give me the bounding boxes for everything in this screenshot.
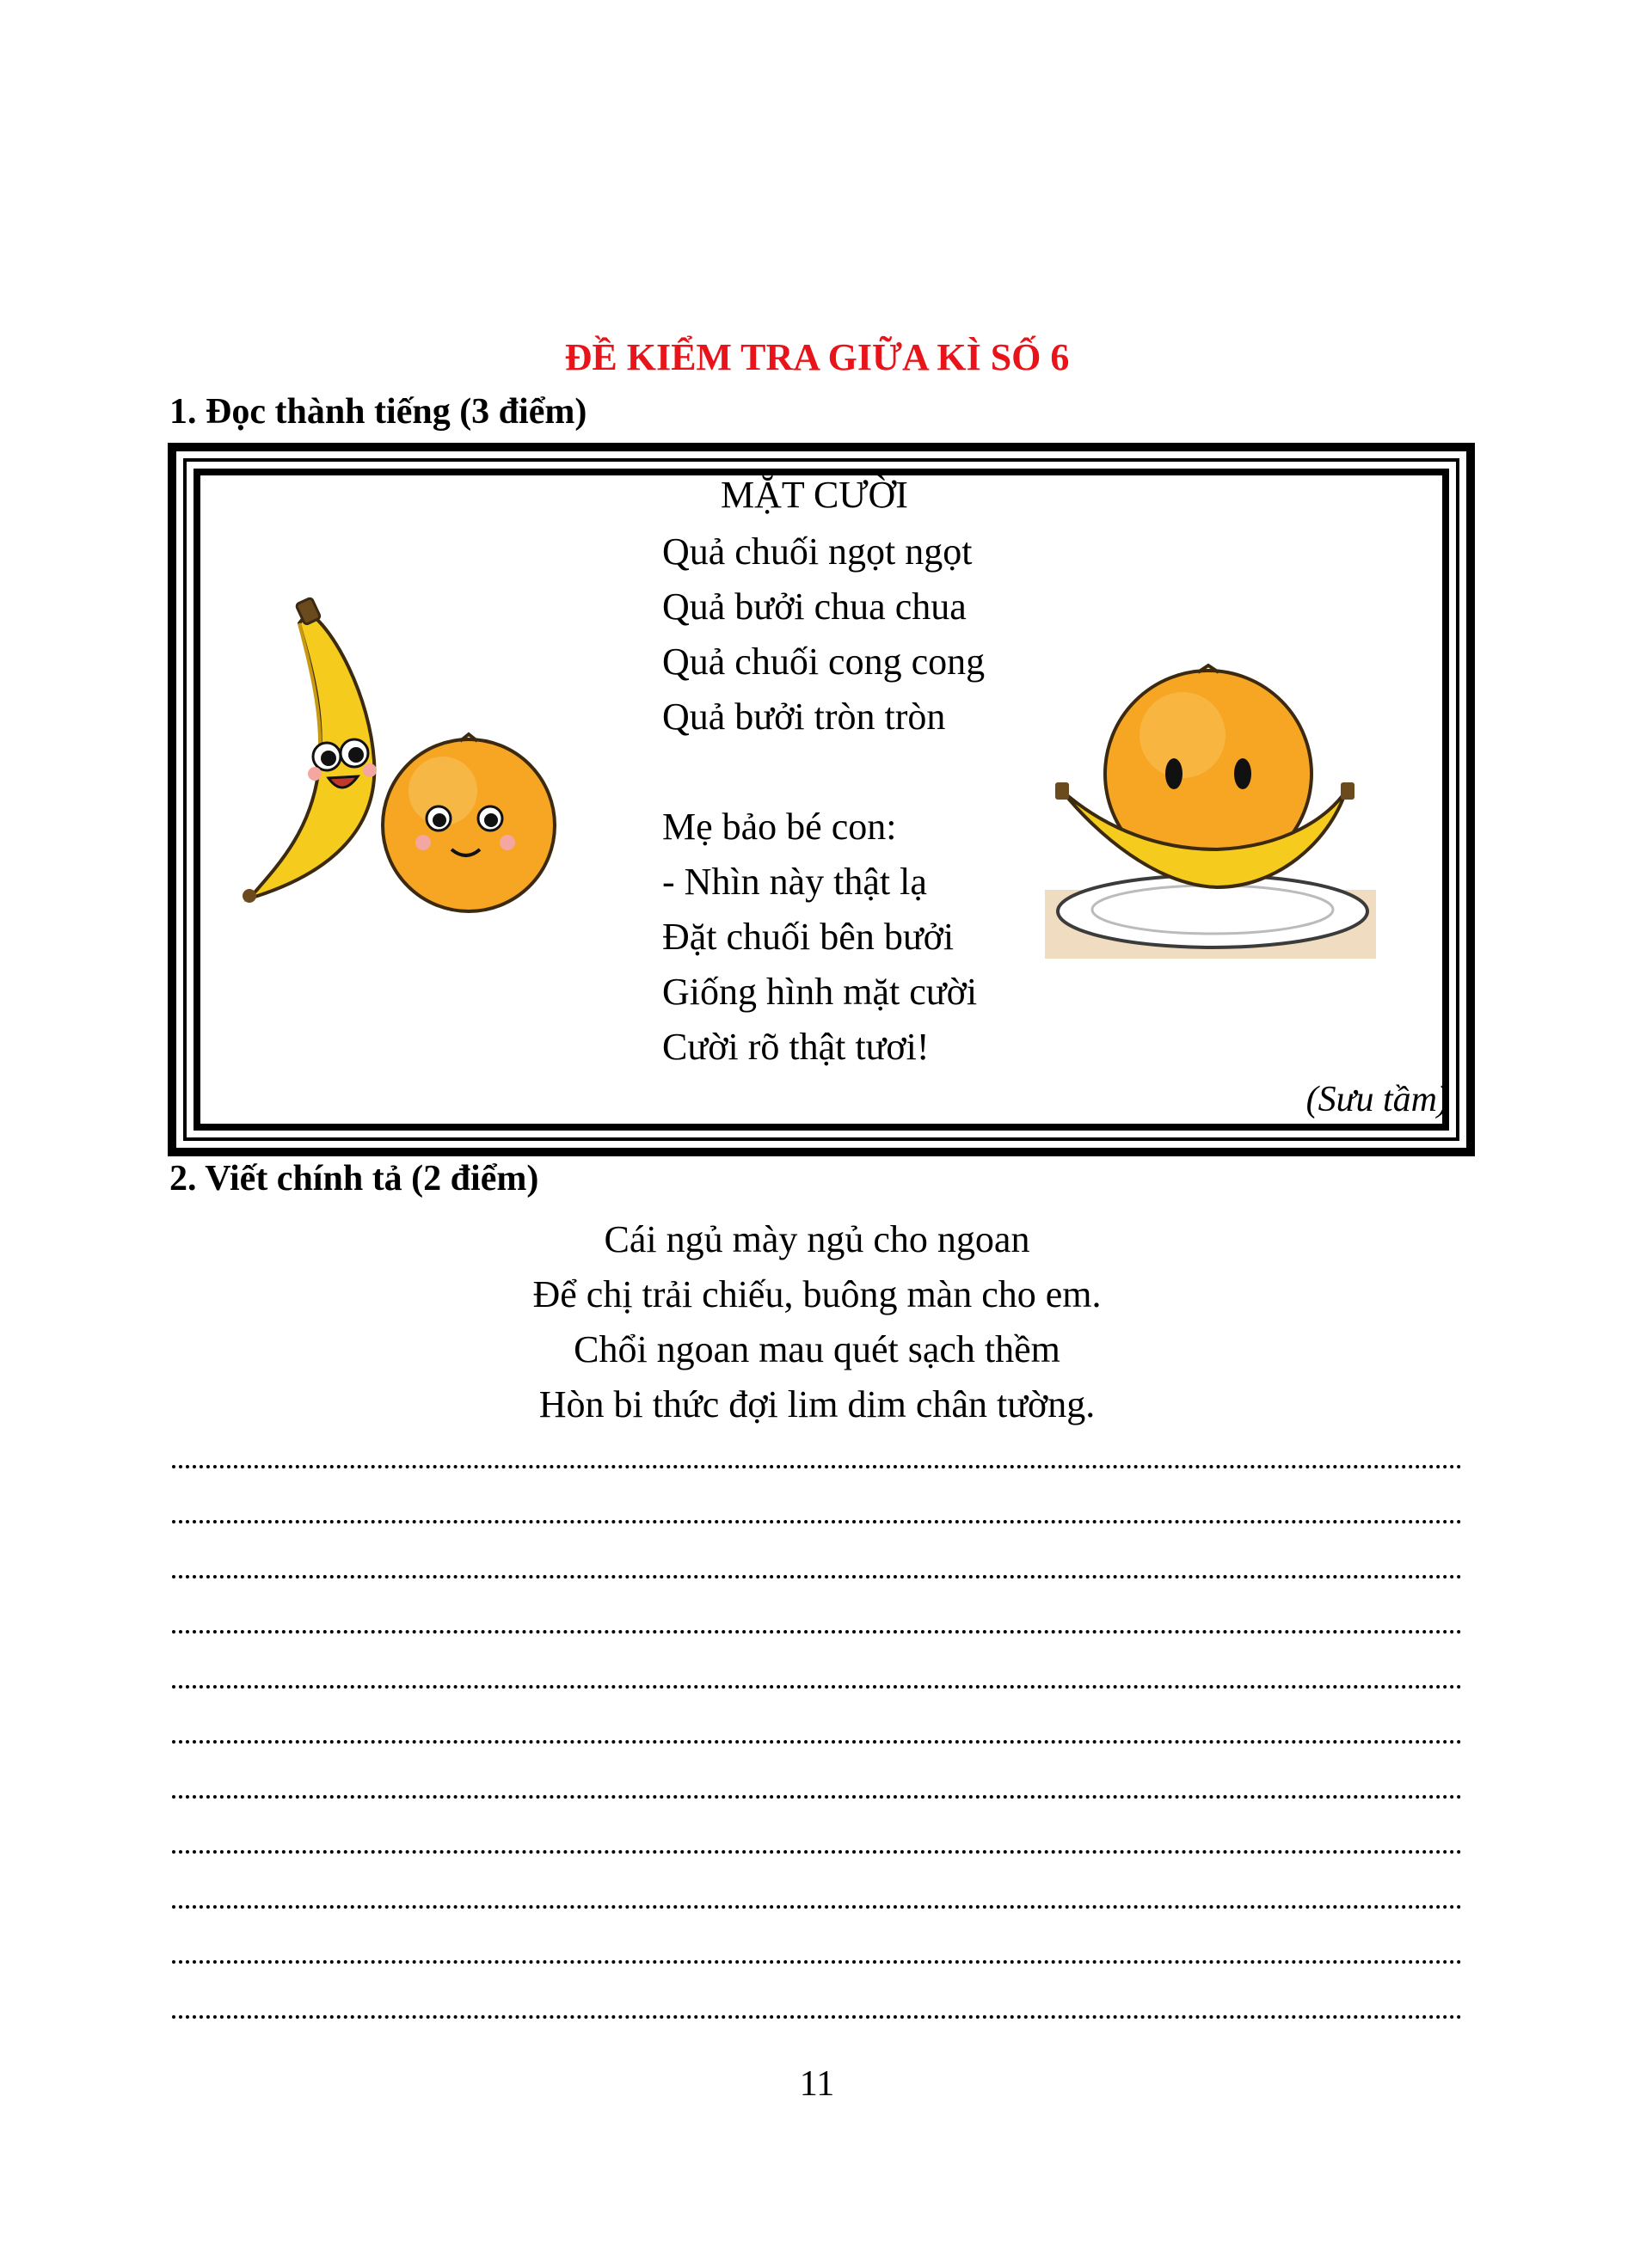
poem-line: Mẹ bảo bé con: bbox=[662, 806, 897, 848]
writing-line[interactable] bbox=[172, 1995, 1462, 2050]
poem-line: Quả bưởi tròn tròn bbox=[662, 696, 946, 738]
poem-line: Giống hình mặt cười bbox=[662, 971, 978, 1013]
writing-line[interactable] bbox=[172, 1499, 1462, 1554]
dictation-text bbox=[0, 1212, 1634, 1432]
writing-line[interactable] bbox=[172, 1940, 1462, 1995]
page-number: 11 bbox=[799, 2064, 835, 2104]
page-title: ĐỀ KIỂM TRA GIỮA KÌ SỐ 6 bbox=[564, 336, 1070, 378]
writing-line[interactable] bbox=[172, 1775, 1462, 1830]
poem-line: Cười rõ thật tươi! bbox=[662, 1026, 930, 1068]
dictation-line: Cái ngủ mày ngủ cho ngoan bbox=[604, 1218, 1030, 1260]
banana-and-orange-smiling-icon bbox=[232, 593, 593, 920]
dictation-line: Hòn bi thức đợi lim dim chân tường. bbox=[538, 1383, 1096, 1425]
poem-line bbox=[662, 745, 985, 800]
orange-banana-plate-face-icon bbox=[1045, 662, 1376, 959]
section-heading-dictation: 2. Viết chính tả (2 điểm) bbox=[169, 1159, 539, 1198]
poem-line: Quả chuối cong cong bbox=[662, 641, 986, 683]
writing-area[interactable] bbox=[172, 1444, 1462, 2050]
section-heading-reading: 1. Đọc thành tiếng (3 điểm) bbox=[169, 392, 587, 432]
writing-line[interactable] bbox=[172, 1609, 1462, 1664]
writing-line[interactable] bbox=[172, 1444, 1462, 1499]
writing-line[interactable] bbox=[172, 1664, 1462, 1719]
writing-line[interactable] bbox=[172, 1830, 1462, 1885]
poem-title: MẶT CƯỜI bbox=[721, 474, 908, 516]
poem-line: Quả bưởi chua chua bbox=[662, 585, 967, 628]
poem-credit: (Sưu tầm) bbox=[1305, 1080, 1449, 1119]
writing-line[interactable] bbox=[172, 1885, 1462, 1940]
poem-line: - Nhìn này thật lạ bbox=[662, 861, 927, 903]
poem-line: Quả chuối ngọt ngọt bbox=[662, 530, 973, 573]
poem-text bbox=[662, 524, 985, 1075]
writing-line[interactable] bbox=[172, 1554, 1462, 1609]
dictation-line: Chổi ngoan mau quét sạch thềm bbox=[574, 1328, 1060, 1370]
poem-line: Đặt chuối bên bưởi bbox=[662, 916, 955, 958]
dictation-line: Để chị trải chiếu, buông màn cho em. bbox=[532, 1273, 1102, 1315]
writing-line[interactable] bbox=[172, 1719, 1462, 1775]
